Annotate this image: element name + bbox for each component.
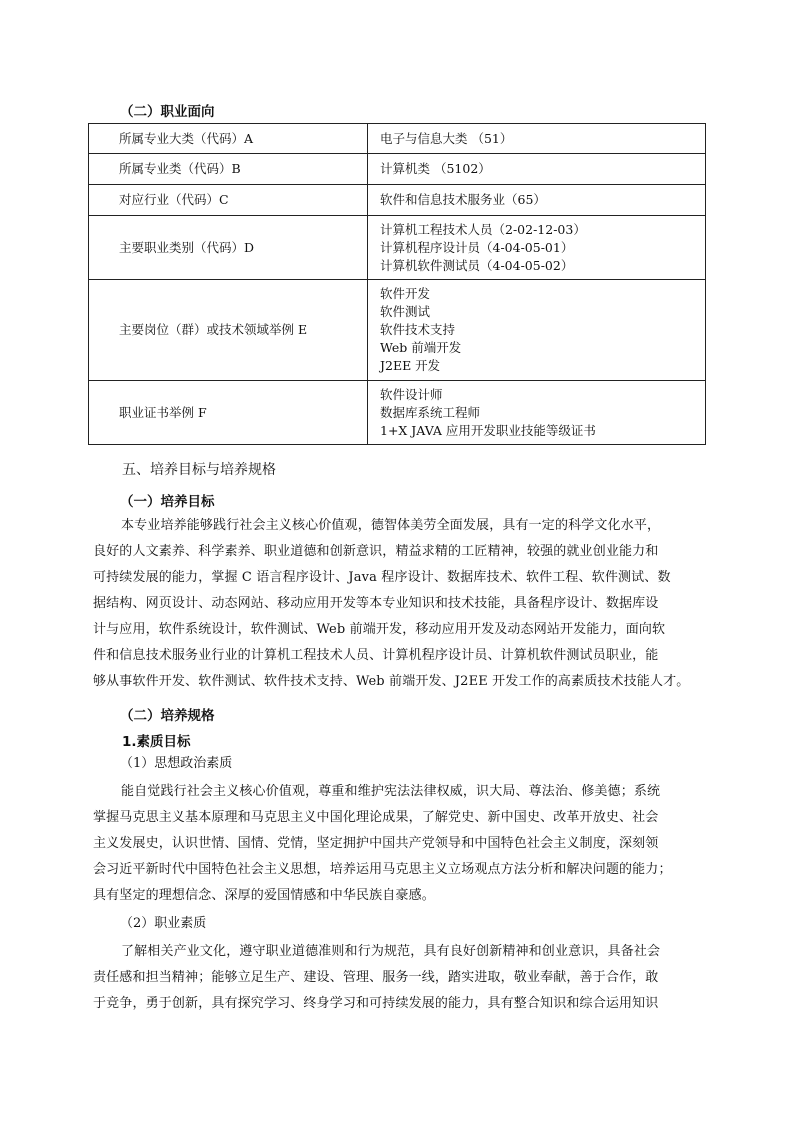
table-row <box>89 381 706 445</box>
table-value-line: 软件技术支持 <box>380 322 456 337</box>
table-value-line: 计算机程序设计员（4-04-05-01） <box>380 239 574 255</box>
item2-paragraph <box>93 939 703 1017</box>
table-value-line: 软件设计师 <box>380 386 443 402</box>
table-value-line: 数据库系统工程师 <box>380 404 481 420</box>
table-key-cell: 对应行业（代码）C <box>89 185 368 216</box>
table-value-line: 计算机类 （5102） <box>380 161 491 176</box>
paragraph-line: 主义发展史，认识世情、国情、党情，坚定拥护中国共产党领导和中国特色社会主义制度，深刻领 <box>93 836 659 851</box>
paragraph-line: 据结构、网页设计、动态网站、移动应用开发等本专业知识和技术技能，具备程序设计、数据库设 <box>93 596 659 611</box>
table-value-cell <box>368 154 706 185</box>
table-key-cell: 职业证书举例 F <box>89 381 368 445</box>
paragraph-line: 件和信息技术服务业行业的计算机工程技术人员、计算机程序设计员、计算机软件测试员职业，能 <box>93 648 659 663</box>
paragraph-line: 于竞争，勇于创新，具有探究学习、终身学习和可持续发展的能力，具有整合知识和综合运用知识 <box>93 996 659 1011</box>
paragraph-line: 责任感和担当精神；能够立足生产、建设、管理、服务一线，踏实进取，敬业奉献，善于合作，敢 <box>93 970 659 985</box>
table-value-line: 软件测试 <box>380 304 431 319</box>
table-row <box>89 154 706 185</box>
subheading-spec: （二）培养规格 <box>120 708 215 724</box>
table-key-cell: 所属专业大类（代码）A <box>89 124 368 154</box>
table-value-cell <box>368 216 706 280</box>
table-key-cell: 所属专业类（代码）B <box>89 154 368 185</box>
table-value-line: 1+X JAVA 应用开发职业技能等级证书 <box>380 422 596 438</box>
paragraph-line: 掌握马克思主义基本原理和马克思主义中国化理论成果，了解党史、新中国史、改革开放史、社会 <box>93 810 659 825</box>
table-value-line: 计算机软件测试员（4-04-05-02） <box>380 257 574 273</box>
paragraph-line: 够从事软件开发、软件测试、软件技术支持、Web 前端开发、J2EE 开发工作的高素质技术技能人才。 <box>93 674 690 689</box>
table-value-cell <box>368 280 706 381</box>
table-value-line: 软件开发 <box>380 286 431 301</box>
section-heading-career: （二）职业面向 <box>120 104 215 120</box>
paragraph-line: 了解相关产业文化，遵守职业道德准则和行为规范，具有良好创新精神和创业意识，具备社会 <box>121 944 661 959</box>
table-value-line: 电子与信息大类 （51） <box>380 130 513 146</box>
paragraph-line: 具有坚定的理想信念、深厚的爱国情感和中华民族自豪感。 <box>93 888 435 903</box>
table-row <box>89 280 706 381</box>
paragraph-line: 会习近平新时代中国特色社会主义思想，培养运用马克思主义立场观点方法分析和解决问题的能力； <box>93 862 672 877</box>
table-value-cell <box>368 185 706 216</box>
section-heading-five: 五、培养目标与培养规格 <box>122 462 276 478</box>
quality-title: 1.素质目标 <box>122 734 191 750</box>
table-value-line: 软件和信息技术服务业（65） <box>380 192 546 207</box>
table-row <box>89 185 706 216</box>
paragraph-line: 良好的人文素养、科学素养、职业道德和创新意识，精益求精的工匠精神，较强的就业创业能力和 <box>93 544 659 559</box>
table-row <box>89 124 706 154</box>
paragraph-line: 能自觉践行社会主义核心价值观，尊重和维护宪法法律权威，识大局、尊法治、修美德；系统 <box>121 784 661 799</box>
table-value-line: Web 前端开发 <box>380 340 462 355</box>
subheading-goal: （一）培养目标 <box>120 494 215 510</box>
career-table <box>88 123 706 445</box>
table-value-line: J2EE 开发 <box>380 358 441 373</box>
table-value-cell <box>368 124 706 154</box>
table-row <box>89 216 706 280</box>
table-key-cell: 主要岗位（群）或技术领域举例 E <box>89 280 368 381</box>
table-key-cell: 主要职业类别（代码）D <box>89 216 368 280</box>
paragraph-line: 可持续发展的能力，掌握 C 语言程序设计、Java 程序设计、数据库技术、软件工程、软件测试、数 <box>93 570 671 585</box>
table-value-cell <box>368 381 706 445</box>
goal-paragraph <box>93 513 703 695</box>
item2-title: （2）职业素质 <box>120 916 207 931</box>
paragraph-line: 计与应用，软件系统设计，软件测试、Web 前端开发，移动应用开发及动态网站开发能力，面向软 <box>93 622 666 637</box>
item1-title: （1）思想政治素质 <box>120 756 233 771</box>
item1-paragraph <box>93 779 703 909</box>
paragraph-line: 本专业培养能够践行社会主义核心价值观，德智体美劳全面发展，具有一定的科学文化水平， <box>121 518 661 533</box>
table-value-line: 计算机工程技术人员（2-02-12-03） <box>380 221 586 237</box>
